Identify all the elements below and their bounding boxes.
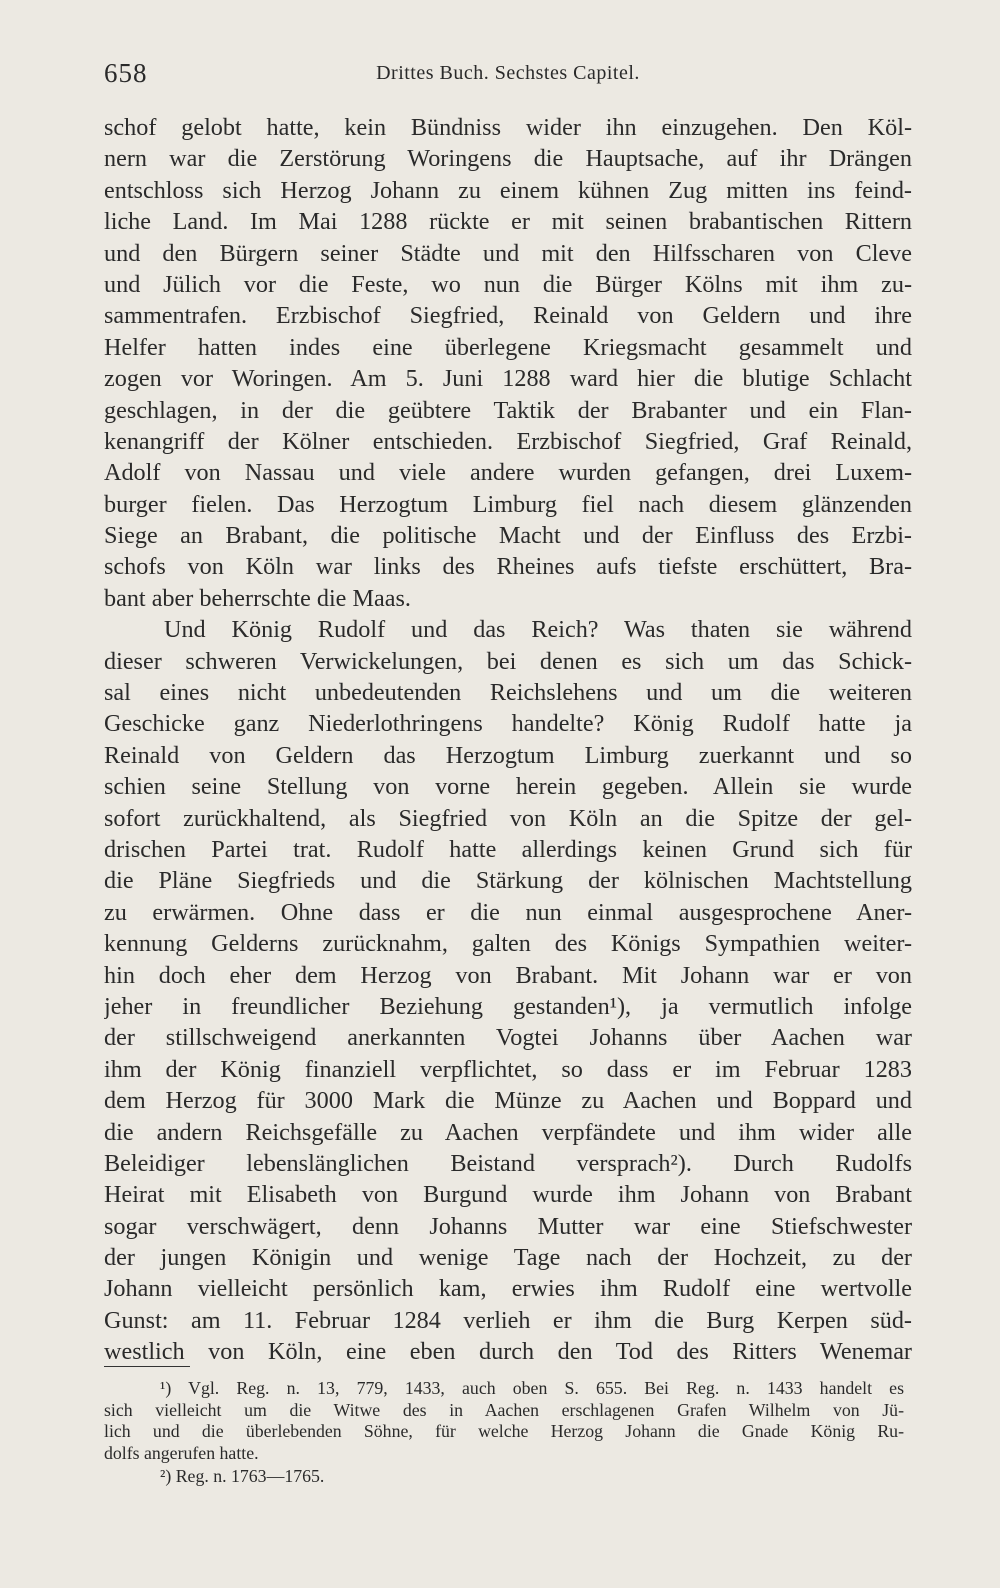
text-line: Johann vielleicht persönlich kam, erwies ihm Rudolf eine wertvolle — [104, 1275, 912, 1303]
text-line: geschlagen, in der die geübtere Taktik der Brabanter und ein Flan- — [104, 396, 912, 424]
text-line: der jungen Königin und wenige Tage nach der Hochzeit, zu der — [104, 1244, 912, 1272]
running-head — [104, 58, 912, 94]
text-line: sofort zurückhaltend, als Siegfried von Köln an die Spitze der gel- — [104, 804, 912, 832]
text-line: jeher in freundlicher Beziehung gestanden¹), ja vermutlich infolge — [104, 992, 912, 1020]
text-line: Gunst: am 11. Februar 1284 verlieh er ihm die Burg Kerpen süd- — [104, 1306, 912, 1334]
text-line: bant aber beherrschte die Maas. — [104, 584, 411, 612]
body-text — [104, 112, 912, 1368]
text-line: sammentrafen. Erzbischof Siegfried, Reinald von Geldern und ihre — [104, 302, 912, 330]
text-line: die andern Reichsgefälle zu Aachen verpfändete und ihm wider alle — [104, 1118, 912, 1146]
footnotes — [104, 1378, 904, 1488]
text-line: dem Herzog für 3000 Mark die Münze zu Aachen und Boppard und — [104, 1087, 912, 1115]
text-line: drischen Partei trat. Rudolf hatte allerdings keinen Grund sich für — [104, 835, 912, 863]
text-line: kenangriff der Kölner entschieden. Erzbischof Siegfried, Graf Reinald, — [104, 427, 912, 455]
text-line: kennung Gelderns zurücknahm, galten des Königs Sympathien weiter- — [104, 930, 912, 958]
text-line: zogen vor Woringen. Am 5. Juni 1288 ward hier die blutige Schlacht — [104, 365, 912, 393]
footnote-line: ¹) Vgl. Reg. n. 13, 779, 1433, auch oben S. 655. Bei Reg. n. 1433 handelt es — [160, 1378, 904, 1398]
text-line: Siege an Brabant, die politische Macht und der Einfluss des Erzbi- — [104, 522, 912, 550]
text-line: ihm der König finanziell verpflichtet, so dass er im Februar 1283 — [104, 1055, 912, 1083]
text-line: westlich von Köln, eine eben durch den Tod des Ritters Wenemar — [104, 1338, 912, 1366]
footnote-line: dolfs angerufen hatte. — [104, 1442, 259, 1463]
text-line: Und König Rudolf und das Reich? Was thaten sie während — [164, 616, 912, 644]
text-line: burger fielen. Das Herzogtum Limburg fiel nach diesem glänzenden — [104, 490, 912, 518]
text-line: und Jülich vor die Feste, wo nun die Bürger Kölns mit ihm zu- — [104, 270, 912, 298]
text-line: sal eines nicht unbedeutenden Reichslehens und um die weiteren — [104, 679, 912, 707]
text-line: Heirat mit Elisabeth von Burgund wurde ihm Johann von Brabant — [104, 1181, 912, 1209]
text-line: entschloss sich Herzog Johann zu einem kühnen Zug mitten ins feind- — [104, 176, 912, 204]
text-line: schof gelobt hatte, kein Bündniss wider ihn einzugehen. Den Köl- — [104, 114, 912, 141]
text-line: Beleidiger lebenslänglichen Beistand versprach²). Durch Rudolfs — [104, 1149, 912, 1177]
text-line: nern war die Zerstörung Woringens die Hauptsache, auf ihr Drängen — [104, 145, 912, 173]
page-number: 658 — [104, 58, 148, 88]
text-line: Reinald von Geldern das Herzogtum Limburg zuerkannt und so — [104, 741, 912, 769]
text-line: liche Land. Im Mai 1288 rückte er mit seinen brabantischen Rittern — [104, 208, 912, 236]
text-line: die Pläne Siegfrieds und die Stärkung der kölnischen Machtstellung — [104, 867, 912, 895]
text-line: Geschicke ganz Niederlothringens handelte? König Rudolf hatte ja — [104, 710, 912, 738]
text-line: dieser schweren Verwickelungen, bei denen es sich um das Schick- — [104, 647, 912, 675]
footnote-line: lich und die überlebenden Söhne, für welche Herzog Johann die Gnade König Ru- — [104, 1421, 904, 1441]
footnote-line: sich vielleicht um die Witwe des in Aachen erschlagenen Grafen Wilhelm von Jü- — [104, 1399, 904, 1420]
footnote-rule — [104, 1366, 190, 1367]
text-line: Adolf von Nassau und viele andere wurden gefangen, drei Luxem- — [104, 459, 912, 487]
text-line: Helfer hatten indes eine überlegene Kriegsmacht gesammelt und — [104, 333, 912, 361]
text-line: und den Bürgern seiner Städte und mit den Hilfsscharen von Cleve — [104, 239, 912, 267]
text-line: zu erwärmen. Ohne dass er die nun einmal ausgesprochene Aner- — [104, 898, 912, 926]
text-line: schofs von Köln war links des Rheines aufs tiefste erschüttert, Bra- — [104, 553, 912, 581]
text-line: schien seine Stellung von vorne herein gegeben. Allein sie wurde — [104, 773, 912, 801]
chapter-heading: Drittes Buch. Sechstes Capitel. — [376, 62, 640, 84]
text-line: der stillschweigend anerkannten Vogtei Johanns über Aachen war — [104, 1024, 912, 1052]
text-line: sogar verschwägert, denn Johanns Mutter war eine Stiefschwester — [104, 1212, 912, 1240]
footnote-line: ²) Reg. n. 1763—1765. — [160, 1466, 325, 1486]
text-line: hin doch eher dem Herzog von Brabant. Mit Johann war er von — [104, 961, 912, 989]
